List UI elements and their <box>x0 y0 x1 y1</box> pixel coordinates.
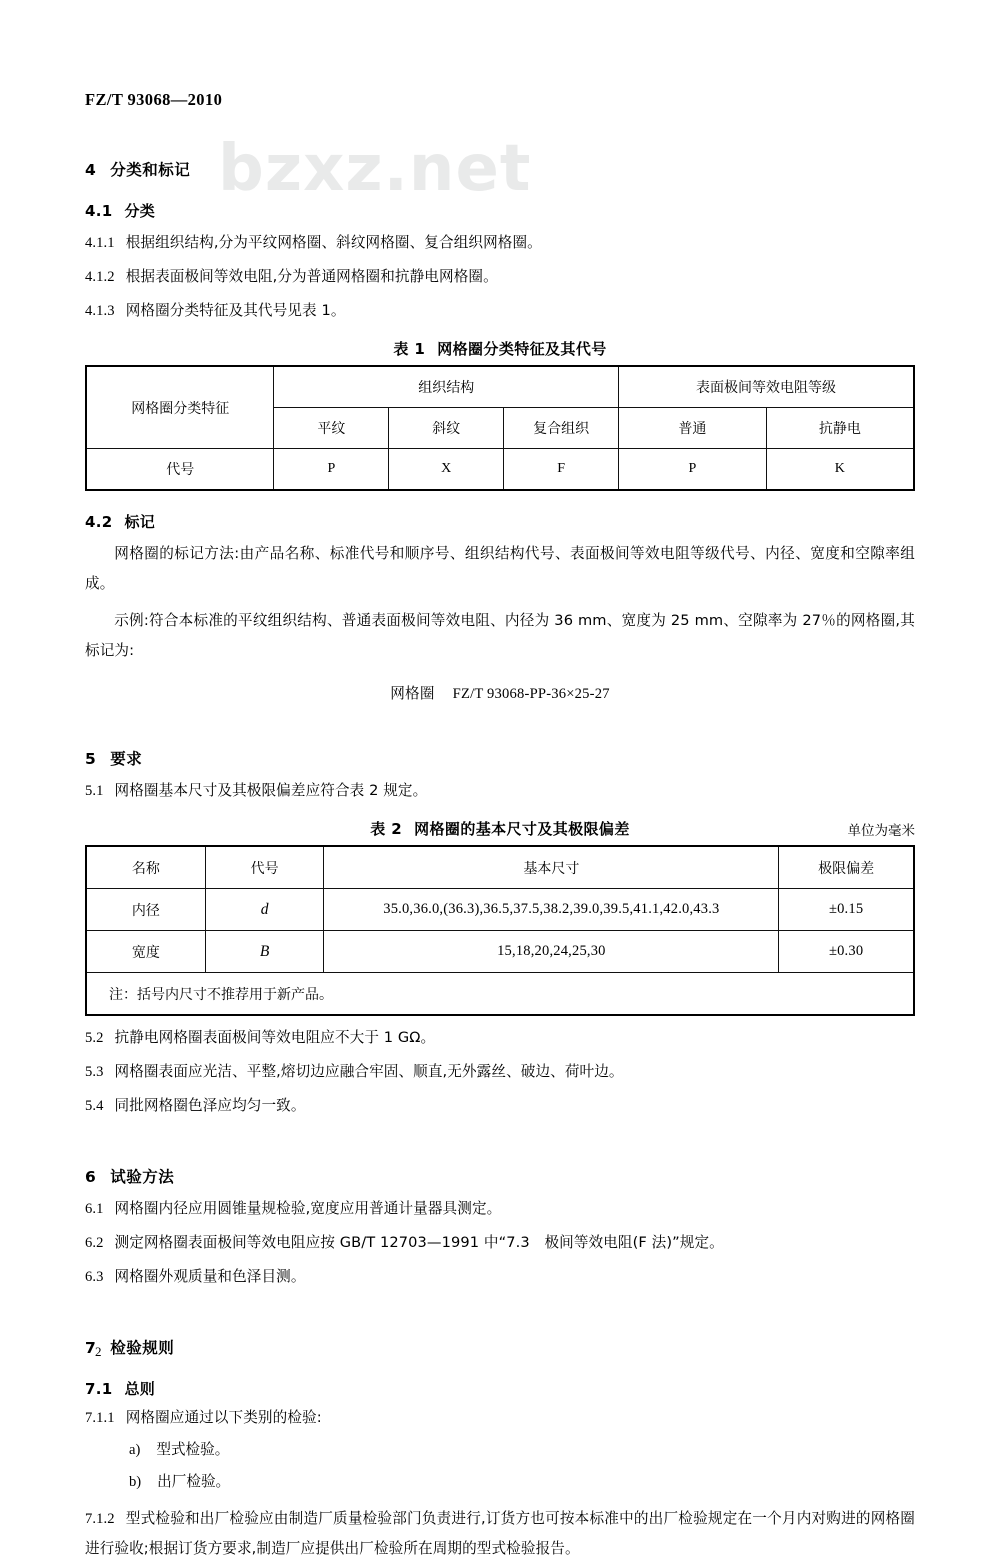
table-1-classification-codes <box>85 365 915 491</box>
heading-4-2-title: 标记 <box>124 513 156 531</box>
clause-4-2-marking-method: 网格圈的标记方法:由产品名称、标准代号和顺序号、组织结构代号、表面极间等效电阻等级代号、内径、宽度和空隙率组成。 <box>85 545 915 592</box>
heading-7-1-number: 7.1 <box>85 1380 113 1398</box>
heading-section-7 <box>85 1336 915 1358</box>
watermark-bzxz: bzxz.net <box>218 132 532 206</box>
table-2-caption-title: 网格圈的基本尺寸及其极限偏差 <box>414 820 630 838</box>
list-item-a-text: 型式检验。 <box>156 1441 230 1458</box>
list-item <box>129 1435 915 1465</box>
clause-4-1-3-text: 网格圈分类特征及其代号见表 1。 <box>125 302 346 319</box>
list-item-b-text: 出厂检验。 <box>157 1473 231 1490</box>
table-1-header-row-1 <box>86 366 914 408</box>
table-2-header-basic-size: 基本尺寸 <box>324 846 779 889</box>
table-1-code-plain: P <box>274 449 389 491</box>
heading-7-number: 7 <box>85 1339 97 1357</box>
heading-6-title: 试验方法 <box>110 1168 175 1186</box>
clause-6-2 <box>85 1228 915 1258</box>
heading-5-number: 5 <box>85 750 97 768</box>
table-1-subheader-plain: 平纹 <box>274 408 389 449</box>
clause-6-1 <box>85 1194 915 1224</box>
clause-4-1-3 <box>85 296 915 326</box>
clause-5-4-number: 5.4 <box>85 1098 104 1114</box>
heading-section-4-2 <box>85 511 915 532</box>
table-2-row1-tolerance: ±0.15 <box>779 889 914 931</box>
marking-example-label: 网格圈 <box>390 685 435 702</box>
heading-4-2-number: 4.2 <box>85 513 113 531</box>
clause-4-1-2-number: 4.1.2 <box>85 269 115 285</box>
clause-6-2-number: 6.2 <box>85 1235 104 1251</box>
clause-6-2-text: 测定网格圈表面极间等效电阻应按 GB/T 12703—1991 中“7.3 极间等效电阻(F 法)”规定。 <box>114 1234 724 1251</box>
clause-5-3-text: 网格圈表面应光洁、平整,熔切边应融合牢固、顺直,无外露丝、破边、荷叶边。 <box>114 1063 624 1080</box>
clause-7-1-1 <box>85 1403 915 1433</box>
clause-7-1-1-text: 网格圈应通过以下类别的检验: <box>125 1409 322 1426</box>
table-row <box>86 889 914 931</box>
table-2-caption-number: 表 2 <box>370 820 403 838</box>
table-2-header-name: 名称 <box>86 846 205 889</box>
table-1-caption-number: 表 1 <box>393 340 426 358</box>
heading-section-4 <box>85 158 915 180</box>
clause-4-1-1-text: 根据组织结构,分为平纹网格圈、斜纹网格圈、复合组织网格圈。 <box>125 234 542 251</box>
clause-4-1-2 <box>85 262 915 292</box>
clause-4-1-1-number: 4.1.1 <box>85 235 115 251</box>
table-2-header-row <box>86 846 914 889</box>
table-1-caption-title: 网格圈分类特征及其代号 <box>437 340 607 358</box>
clause-5-1-text: 网格圈基本尺寸及其极限偏差应符合表 2 规定。 <box>114 782 428 799</box>
clause-7-1-1-number: 7.1.1 <box>85 1410 115 1426</box>
table-row <box>86 449 914 491</box>
table-2-basic-dimensions <box>85 845 915 1016</box>
clause-5-4-text: 同批网格圈色泽应均匀一致。 <box>114 1097 306 1114</box>
table-1-subheader-compound: 复合组织 <box>504 408 619 449</box>
table-2-header-code: 代号 <box>205 846 324 889</box>
heading-4-1-number: 4.1 <box>85 202 113 220</box>
clause-7-1-2 <box>85 1504 915 1564</box>
heading-section-6 <box>85 1165 915 1187</box>
page-number: 2 <box>95 1344 102 1359</box>
clause-5-1 <box>85 776 915 806</box>
clause-7-1-2-number: 7.1.2 <box>85 1511 115 1527</box>
heading-5-title: 要求 <box>110 750 143 768</box>
clause-6-3-text: 网格圈外观质量和色泽目测。 <box>114 1268 306 1285</box>
table-2-row1-sizes: 35.0,36.0,(36.3),36.5,37.5,38.2,39.0,39.5,41.1,42.0,43.3 <box>324 889 779 931</box>
table-2-row2-name: 宽度 <box>86 931 205 973</box>
table-2-row2-tolerance: ±0.30 <box>779 931 914 973</box>
table-2-unit-note: 单位为毫米 <box>847 823 915 839</box>
clause-4-1-2-text: 根据表面极间等效电阻,分为普通网格圈和抗静电网格圈。 <box>125 268 498 285</box>
table-1-row-header-label: 网格圈分类特征 <box>86 366 274 449</box>
heading-7-title: 检验规则 <box>110 1339 175 1357</box>
clause-5-3-number: 5.3 <box>85 1064 104 1080</box>
heading-6-number: 6 <box>85 1168 97 1186</box>
heading-section-7-1 <box>85 1378 915 1399</box>
table-2-row2-sizes: 15,18,20,24,25,30 <box>324 931 779 973</box>
table-1-code-ordinary: P <box>619 449 767 491</box>
table-2-row1-name: 内径 <box>86 889 205 931</box>
table-1-group-header-weave: 组织结构 <box>274 366 619 408</box>
clause-4-2-example-text: 示例:符合本标准的平纹组织结构、普通表面极间等效电阻、内径为 36 mm、宽度为 25 mm、空隙率为 27％的网格圈,其标记为: <box>85 612 915 659</box>
clause-5-1-number: 5.1 <box>85 783 104 799</box>
clause-5-2-text: 抗静电网格圈表面极间等效电阻应不大于 1 GΩ。 <box>114 1029 436 1046</box>
clause-4-1-3-number: 4.1.3 <box>85 303 115 319</box>
heading-4-1-title: 分类 <box>124 202 156 220</box>
table-1-subheader-ordinary: 普通 <box>619 408 767 449</box>
table-row <box>86 931 914 973</box>
clause-6-3-number: 6.3 <box>85 1269 104 1285</box>
table-1-group-header-resistance: 表面极间等效电阻等级 <box>619 366 914 408</box>
table-1-subheader-antistatic: 抗静电 <box>766 408 914 449</box>
table-2-note-row <box>86 973 914 1016</box>
clause-7-1-2-text: 型式检验和出厂检验应由制造厂质量检验部门负责进行,订货方也可按本标准中的出厂检验规定在一个月内对购进的网格圈进行验收;根据订货方要求,制造厂应提供出厂检验所在周期的型式检验报告。 <box>85 1510 915 1557</box>
table-1-code-antistatic: K <box>766 449 914 491</box>
clause-6-1-number: 6.1 <box>85 1201 104 1217</box>
running-header-standard-code: FZ/T 93068—2010 <box>85 90 223 109</box>
clause-4-1-1 <box>85 228 915 258</box>
heading-section-5 <box>85 747 915 769</box>
table-1-code-compound: F <box>504 449 619 491</box>
table-1-caption <box>85 338 915 359</box>
clause-6-1-text: 网格圈内径应用圆锥量规检验,宽度应用普通计量器具测定。 <box>114 1200 502 1217</box>
clause-5-3 <box>85 1057 915 1087</box>
clause-5-2-number: 5.2 <box>85 1030 104 1046</box>
heading-section-4-1 <box>85 200 915 221</box>
heading-7-1-title: 总则 <box>124 1380 156 1398</box>
list-item <box>129 1467 915 1497</box>
heading-4-number: 4 <box>85 161 97 179</box>
table-2-caption-row <box>85 818 915 839</box>
list-item-a-marker: a) <box>129 1442 141 1458</box>
table-1-row-label-code: 代号 <box>86 449 274 491</box>
list-item-b-marker: b) <box>129 1474 142 1490</box>
table-2-row1-code: d <box>205 889 324 931</box>
table-2-header-tolerance: 极限偏差 <box>779 846 914 889</box>
table-2-caption <box>85 818 915 839</box>
table-1-subheader-twill: 斜纹 <box>389 408 504 449</box>
marking-example-code-line <box>85 682 915 703</box>
clause-5-4 <box>85 1091 915 1121</box>
clause-5-2 <box>85 1023 915 1053</box>
table-1-code-twill: X <box>389 449 504 491</box>
table-2-row2-code: B <box>205 931 324 973</box>
table-2-note: 注：括号内尺寸不推荐用于新产品。 <box>86 973 914 1016</box>
marking-example-code: FZ/T 93068-PP-36×25-27 <box>452 686 610 702</box>
heading-4-title: 分类和标记 <box>110 161 191 179</box>
clause-6-3 <box>85 1262 915 1292</box>
